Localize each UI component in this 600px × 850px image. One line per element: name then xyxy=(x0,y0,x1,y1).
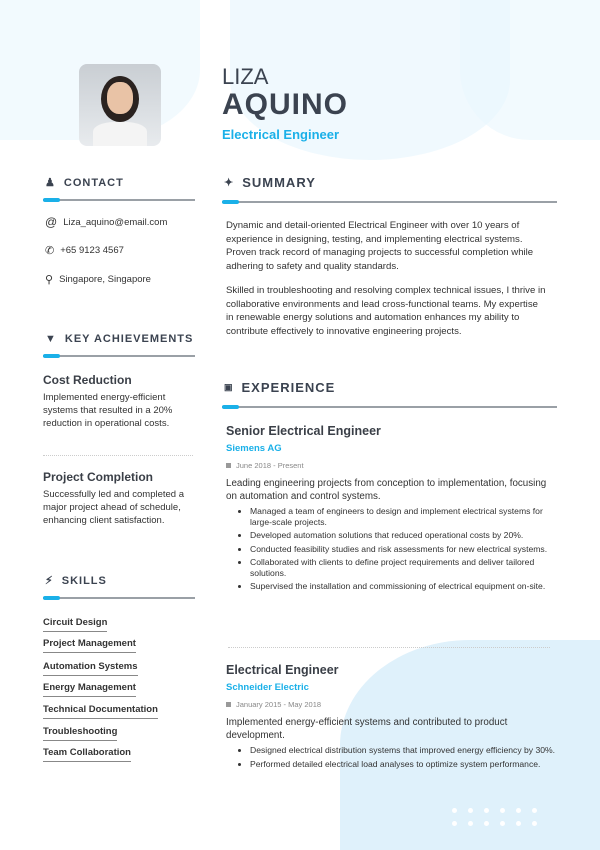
job-entry xyxy=(226,424,556,592)
company: Schneider Electric xyxy=(226,682,309,693)
bullet: • Designed electrical distribution systems that improved energy efficiency by 30%. xyxy=(250,745,556,756)
location-pin-icon: ⚲ xyxy=(45,274,54,286)
divider-dotted xyxy=(43,455,193,456)
contact-email[interactable]: @ Liza_aquino@email.com xyxy=(45,215,168,229)
briefcase-icon: ▣ xyxy=(224,382,234,392)
achievement-item: Project Completion Successfully led and completed a major project ahead of schedule, enhancing client satisfaction. xyxy=(43,470,184,526)
person-icon: ♟ xyxy=(45,177,56,189)
job-bullets xyxy=(250,745,556,769)
achievement-item: Cost Reduction Implemented energy-efficient systems that resulted in a 20% reduction in operational costs. xyxy=(43,373,173,429)
phone-icon: ✆ xyxy=(45,245,55,257)
experience-heading: ▣ EXPERIENCE xyxy=(224,380,336,395)
summary-heading: ✦ SUMMARY xyxy=(224,175,316,190)
bullet: • Managed a team of engineers to design and implement electrical systems for large-scale projects. xyxy=(250,506,556,527)
bullet: • Performed detailed electrical load analyses to optimize system performance. xyxy=(250,759,556,770)
skill-item: Team Collaboration xyxy=(43,747,131,762)
skill-item: Energy Management xyxy=(43,682,136,697)
trophy-icon: ▼ xyxy=(45,333,57,345)
divider xyxy=(222,406,557,408)
skill-item: Technical Documentation xyxy=(43,704,158,719)
job-bullets xyxy=(250,506,556,592)
achievements-heading: ▼ KEY ACHIEVEMENTS xyxy=(45,333,194,345)
divider xyxy=(222,201,557,203)
calendar-icon xyxy=(226,702,231,707)
sparkle-icon: ✦ xyxy=(224,177,235,189)
summary-paragraph: Dynamic and detail-oriented Electrical Engineer with over 10 years of experience in designing, testing, and implementing electrical systems. Proven track record of managing projects to successful completion while adhering to safety and quality standards. xyxy=(226,220,534,272)
job-title: Electrical Engineer xyxy=(222,127,340,142)
job-entry xyxy=(226,663,556,769)
job-dates: June 2018 - Present xyxy=(226,461,556,470)
skill-item: Troubleshooting xyxy=(43,726,117,741)
bullet: • Conducted feasibility studies and risk assessments for new electrical systems. xyxy=(250,544,556,555)
bolt-icon: ⚡︎ xyxy=(45,575,54,587)
summary-paragraph: Skilled in troubleshooting and resolving complex technical issues, I thrive in collaborative environments and lead cross-functional teams. My expertise in renewable energy solutions and automation enhances my ability to contribute effectively to innovative engineering projects. xyxy=(226,285,546,337)
contact-heading: ♟ CONTACT xyxy=(45,176,124,189)
job-description: Leading engineering projects from conception to implementation, focusing on automation and control systems. xyxy=(226,478,547,502)
skills-heading: ⚡︎ SKILLS xyxy=(45,574,107,587)
job-title: Senior Electrical Engineer xyxy=(226,424,381,438)
bullet: • Developed automation solutions that reduced operational costs by 20%. xyxy=(250,530,556,541)
skill-item: Circuit Design xyxy=(43,617,107,632)
decor-dots xyxy=(452,808,540,826)
divider-dotted xyxy=(228,647,550,648)
divider xyxy=(43,355,195,357)
divider xyxy=(43,597,195,599)
divider xyxy=(43,199,195,201)
bullet: • Supervised the installation and commissioning of electrical equipment on-site. xyxy=(250,581,556,592)
job-dates: January 2015 - May 2018 xyxy=(226,700,556,709)
contact-location: ⚲ Singapore, Singapore xyxy=(45,274,151,286)
skill-item: Automation Systems xyxy=(43,661,138,676)
job-description: Implemented energy-efficient systems and contributed to product development. xyxy=(226,717,508,741)
contact-phone: ✆ +65 9123 4567 xyxy=(45,245,124,257)
skill-item: Project Management xyxy=(43,638,136,653)
calendar-icon xyxy=(226,463,231,468)
first-name: LIZA xyxy=(222,64,269,89)
last-name: AQUINO xyxy=(222,88,348,121)
company: Siemens AG xyxy=(226,443,282,454)
profile-photo xyxy=(79,64,161,146)
bg-blob xyxy=(460,0,600,140)
bullet: • Collaborated with clients to define project requirements and deliver tailored solutions. xyxy=(250,557,556,578)
at-icon: @ xyxy=(45,215,58,229)
job-title: Electrical Engineer xyxy=(226,663,339,677)
